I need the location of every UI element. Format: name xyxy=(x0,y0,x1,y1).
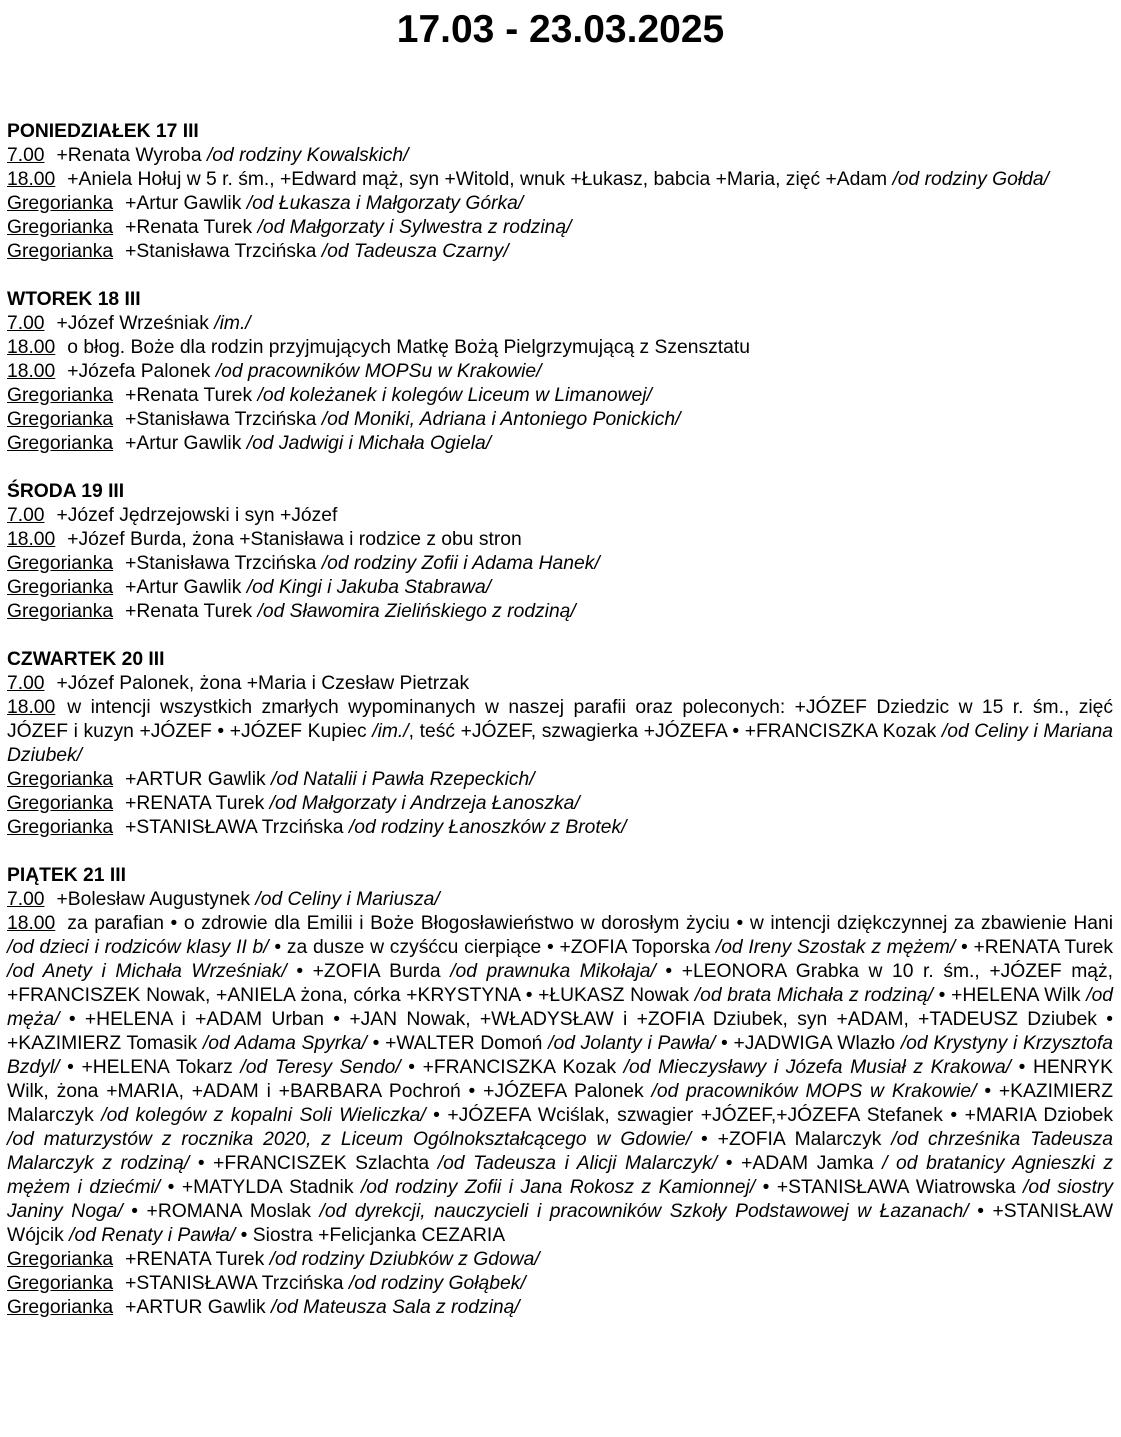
intention-requester: /od Mateusza Sala z rodziną/ xyxy=(271,1297,520,1318)
mass-intention xyxy=(7,888,1113,912)
intention-text: +Józefa Palonek xyxy=(67,361,216,382)
intention-text: +Renata Turek xyxy=(125,217,258,238)
mass-intention xyxy=(7,1272,1113,1296)
intention-requester: /im./ xyxy=(372,721,409,742)
mass-time: 18.00 xyxy=(7,169,56,190)
intention-requester: /od Celiny i Mariusza/ xyxy=(255,889,440,910)
intention-requester: /od Łukasza i Małgorzaty Górka/ xyxy=(246,193,524,214)
intention-text: • +ZOFIA Malarczyk xyxy=(691,1129,892,1150)
mass-intention xyxy=(7,168,1113,192)
intention-text: +Artur Gawlik xyxy=(125,433,247,454)
intention-requester: /od dyrekcji, nauczycieli i pracowników Szkoły Podstawowej w Łazanach/ xyxy=(319,1201,969,1222)
intention-requester: /od rodziny Zofii i Adama Hanek/ xyxy=(321,553,600,574)
intention-requester: /od Renaty i Pawła/ xyxy=(69,1225,236,1246)
intention-text: za parafian • o zdrowie dla Emilii i Boże Błogosławieństwo w dorosłym życiu • w intencji dziękczynnej za zbawienie Hani xyxy=(67,913,1113,934)
intention-text: +Józef Wrześniak xyxy=(56,313,215,334)
mass-time: 7.00 xyxy=(7,145,45,166)
day-section xyxy=(7,648,1113,840)
intention-text: • +KAZIMIERZ Malarczyk xyxy=(7,1081,1114,1126)
intention-text: • +HELENA Wilk xyxy=(932,985,1087,1006)
intention-text: w intencji wszystkich zmarłych wypominanych w naszej parafii oraz poleconych: +JÓZEF Dziedzic w 15 r. śm., zięć JÓZEF i kuzyn +JÓZEF • +JÓZEF Kupiec xyxy=(7,697,1113,742)
day-section xyxy=(7,120,1113,264)
intention-requester: /od rodziny Kowalskich/ xyxy=(206,145,409,166)
intention-text: • +MATYLDA Stadnik xyxy=(160,1177,361,1198)
day-section xyxy=(7,288,1113,456)
mass-intention xyxy=(7,144,1113,168)
intention-text: • +FRANCISZKA Kozak xyxy=(400,1057,624,1078)
intention-requester: /od Moniki, Adriana i Antoniego Ponickich/ xyxy=(321,409,681,430)
mass-time: Gregorianka xyxy=(7,769,114,790)
intention-text: • +ADAM Jamka xyxy=(717,1153,883,1174)
intention-requester: /od rodziny Zofii i Jana Rokosz z Kamionnej/ xyxy=(360,1177,756,1198)
intention-requester: /od brata Michała z rodziną/ xyxy=(694,985,933,1006)
mass-intention xyxy=(7,408,1113,432)
mass-intention xyxy=(7,696,1113,768)
intention-requester: /od Tadeusza i Alicji Malarczyk/ xyxy=(437,1153,718,1174)
intention-text: +ARTUR Gawlik xyxy=(125,1297,271,1318)
intention-requester: /od Jadwigi i Michała Ogiela/ xyxy=(246,433,492,454)
mass-time: Gregorianka xyxy=(7,577,114,598)
mass-intention xyxy=(7,192,1113,216)
intention-text: • Siostra +Felicjanka CEZARIA xyxy=(235,1225,506,1246)
day-section xyxy=(7,480,1113,624)
intention-requester: /od rodziny Gołda/ xyxy=(892,169,1049,190)
mass-time: Gregorianka xyxy=(7,241,114,262)
mass-time: Gregorianka xyxy=(7,1273,114,1294)
intention-requester: /od Kingi i Jakuba Stabrawa/ xyxy=(246,577,492,598)
intention-text: +Artur Gawlik xyxy=(125,577,247,598)
mass-time: 7.00 xyxy=(7,673,45,694)
intention-requester: /od prawnuka Mikołaja/ xyxy=(450,961,656,982)
mass-intention xyxy=(7,336,1113,360)
intention-text: • +ZOFIA Burda xyxy=(286,961,451,982)
intention-requester: /od męża/ xyxy=(7,985,1114,1030)
mass-schedule xyxy=(0,120,1121,1320)
mass-time: Gregorianka xyxy=(7,1297,114,1318)
day-heading: PIĄTEK 21 III xyxy=(7,865,126,886)
mass-time: Gregorianka xyxy=(7,433,114,454)
intention-text: +Stanisława Trzcińska xyxy=(125,409,322,430)
intention-requester: /od rodziny Dziubków z Gdowa/ xyxy=(269,1249,540,1270)
intention-requester: /od Mieczysławy i Józefa Musiał z Krakowa/ xyxy=(623,1057,1012,1078)
mass-intention xyxy=(7,576,1113,600)
mass-intention xyxy=(7,600,1113,624)
intention-text: • +ROMANA Moslak xyxy=(122,1201,320,1222)
mass-time: 18.00 xyxy=(7,361,56,382)
intention-requester: /od maturzystów z rocznika 2020, z Liceum Ogólnokształcącego w Gdowie/ xyxy=(7,1129,692,1150)
intention-requester: /od Krystyny i Krzysztofa Bzdyl/ xyxy=(7,1033,1113,1078)
intention-requester: /od Natalii i Pawła Rzepeckich/ xyxy=(271,769,535,790)
day-section xyxy=(7,864,1113,1320)
intention-requester: /od Adama Spyrka/ xyxy=(202,1033,367,1054)
intention-requester: /od Sławomira Zielińskiego z rodziną/ xyxy=(257,601,576,622)
day-heading: PONIEDZIAŁEK 17 III xyxy=(7,121,199,142)
mass-intention xyxy=(7,552,1113,576)
mass-time: Gregorianka xyxy=(7,817,114,838)
mass-time: 7.00 xyxy=(7,505,45,526)
intention-text: +RENATA Turek xyxy=(125,1249,270,1270)
mass-intention xyxy=(7,240,1113,264)
intention-requester: /od Celiny i Mariana Dziubek/ xyxy=(7,721,1113,766)
intention-text: • +HELENA i +ADAM Urban • +JAN Nowak, +WŁADYSŁAW i +ZOFIA Dziubek, syn +ADAM, +TADEUSZ Dziubek • +KAZIMIERZ Tomasik xyxy=(7,1009,1113,1054)
intention-requester: /od Anety i Michała Wrześniak/ xyxy=(7,961,287,982)
mass-intention xyxy=(7,216,1113,240)
mass-intention xyxy=(7,912,1113,1248)
intention-requester: /od pracowników MOPS w Krakowie/ xyxy=(651,1081,977,1102)
intention-requester: /od Jolanty i Pawła/ xyxy=(548,1033,716,1054)
intention-text: +Stanisława Trzcińska xyxy=(125,241,322,262)
intention-text: +Stanisława Trzcińska xyxy=(125,553,322,574)
mass-intention xyxy=(7,360,1113,384)
intention-text: +Renata Wyroba xyxy=(56,145,207,166)
intention-requester: /od dzieci i rodziców klasy II b/ xyxy=(7,937,269,958)
intention-text: +Artur Gawlik xyxy=(125,193,247,214)
intention-text: • HENRYK Wilk, żona +MARIA, +ADAM i +BARBARA Pochroń • +JÓZEFA Palonek xyxy=(7,1057,1113,1102)
intention-requester: /od Ireny Szostak z mężem/ xyxy=(715,937,956,958)
mass-intention xyxy=(7,1248,1113,1272)
mass-intention xyxy=(7,1296,1113,1320)
mass-intention xyxy=(7,384,1113,408)
day-heading: CZWARTEK 20 III xyxy=(7,649,165,670)
mass-intention xyxy=(7,312,1113,336)
mass-time: Gregorianka xyxy=(7,217,114,238)
intention-text: +STANISŁAWA Trzcińska xyxy=(125,1273,349,1294)
mass-time: Gregorianka xyxy=(7,793,114,814)
intention-text: +Józef Burda, żona +Stanisława i rodzice z obu stron xyxy=(67,529,522,550)
mass-time: 18.00 xyxy=(7,529,56,550)
mass-time: 18.00 xyxy=(7,913,56,934)
mass-time: Gregorianka xyxy=(7,385,114,406)
intention-requester: /od Tadeusza Czarny/ xyxy=(321,241,509,262)
intention-text: +Józef Jędrzejowski i syn +Józef xyxy=(56,505,338,526)
mass-intention xyxy=(7,672,1113,696)
mass-intention xyxy=(7,816,1113,840)
intention-requester: /od Małgorzaty i Andrzeja Łanoszka/ xyxy=(269,793,580,814)
mass-time: Gregorianka xyxy=(7,193,114,214)
intention-text: • za dusze w czyśćcu cierpiące • +ZOFIA Toporska xyxy=(268,937,716,958)
intention-text: +RENATA Turek xyxy=(125,793,270,814)
mass-time: 18.00 xyxy=(7,697,56,718)
mass-intention xyxy=(7,792,1113,816)
day-heading: ŚRODA 19 III xyxy=(7,481,125,502)
mass-time: Gregorianka xyxy=(7,409,114,430)
intention-text: , teść +JÓZEF, szwagierka +JÓZEFA • +FRANCISZKA Kozak xyxy=(408,721,942,742)
intention-text: • +HELENA Tokarz xyxy=(59,1057,241,1078)
intention-text: +Renata Turek xyxy=(125,385,258,406)
intention-text: • +JADWIGA Wlazło xyxy=(715,1033,901,1054)
intention-requester: / od bratanicy Agnieszki z mężem i dziećmi/ xyxy=(7,1153,1113,1198)
intention-requester: /od kolegów z kopalni Soli Wieliczka/ xyxy=(101,1105,426,1126)
mass-time: 18.00 xyxy=(7,337,56,358)
mass-intention xyxy=(7,504,1113,528)
mass-time: 7.00 xyxy=(7,313,45,334)
intention-text: • +FRANCISZEK Szlachta xyxy=(189,1153,438,1174)
intention-requester: /od rodziny Łanoszków z Brotek/ xyxy=(348,817,627,838)
intention-requester: /od rodziny Gołąbek/ xyxy=(348,1273,526,1294)
intention-text: +ARTUR Gawlik xyxy=(125,769,271,790)
mass-intention xyxy=(7,528,1113,552)
intention-text: o błog. Boże dla rodzin przyjmujących Matkę Bożą Pielgrzymującą z Szensztatu xyxy=(67,337,750,358)
mass-time: Gregorianka xyxy=(7,553,114,574)
intention-text: +Bolesław Augustynek xyxy=(56,889,256,910)
intention-requester: /od pracowników MOPSu w Krakowie/ xyxy=(215,361,542,382)
intention-requester: /od Teresy Sendo/ xyxy=(240,1057,401,1078)
intention-text: • +WALTER Domoń xyxy=(366,1033,549,1054)
intention-text: • +JÓZEFA Wciślak, szwagier +JÓZEF,+JÓZEFA Stefanek • +MARIA Dziobek xyxy=(425,1105,1113,1126)
page-title: 17.03 - 23.03.2025 xyxy=(396,8,725,51)
intention-requester: /im./ xyxy=(214,313,251,334)
intention-requester: /od Małgorzaty i Sylwestra z rodziną/ xyxy=(257,217,572,238)
mass-time: Gregorianka xyxy=(7,601,114,622)
intention-text: +Józef Palonek, żona +Maria i Czesław Pietrzak xyxy=(56,673,470,694)
intention-requester: /od koleżanek i kolegów Liceum w Limanowej/ xyxy=(257,385,652,406)
intention-text: • +LEONORA Grabka w 10 r. śm., +JÓZEF mąż, +FRANCISZEK Nowak, +ANIELA żona, córka +KRYSTYNA • +ŁUKASZ Nowak xyxy=(7,961,1113,1006)
day-heading: WTOREK 18 III xyxy=(7,289,141,310)
mass-intention xyxy=(7,768,1113,792)
mass-time: Gregorianka xyxy=(7,1249,114,1270)
intention-text: • +RENATA Turek xyxy=(955,937,1113,958)
intention-text: • +STANISŁAWA Wiatrowska xyxy=(755,1177,1024,1198)
mass-intention xyxy=(7,432,1113,456)
intention-requester: /od siostry Janiny Noga/ xyxy=(7,1177,1113,1222)
mass-time: 7.00 xyxy=(7,889,45,910)
intention-text: +Renata Turek xyxy=(125,601,258,622)
intention-requester: /od chrześnika Tadeusza Malarczyk z rodziną/ xyxy=(7,1129,1113,1174)
intention-text: +Aniela Hołuj w 5 r. śm., +Edward mąż, syn +Witold, wnuk +Łukasz, babcia +Maria, zięć +Adam xyxy=(67,169,893,190)
intention-text: • +STANISŁAW Wójcik xyxy=(7,1201,1114,1246)
intention-text: +STANISŁAWA Trzcińska xyxy=(125,817,349,838)
